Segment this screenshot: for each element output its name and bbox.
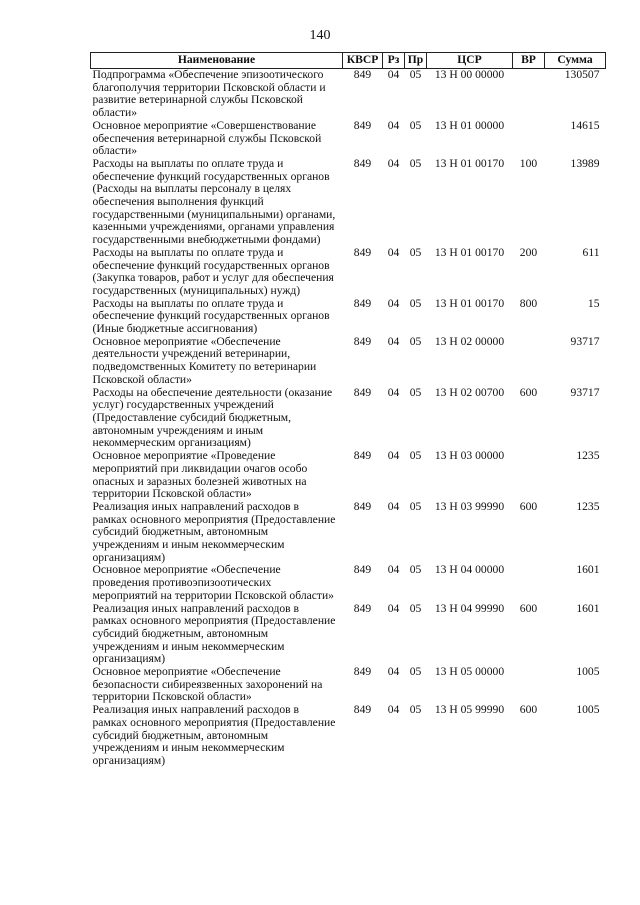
cell-csr: 13 Н 02 00700	[434, 385, 505, 399]
cell-kvsr: 849	[353, 296, 372, 310]
cell-sum: 14615	[570, 118, 600, 132]
cell-csr: 13 Н 03 99990	[434, 499, 505, 513]
cell-name: Основное мероприятие «Обеспечение проведения противоэпизоотических мероприятий на территории Псковской области»	[92, 563, 334, 602]
header-pr: Пр	[405, 53, 427, 69]
cell-rz: 04	[387, 563, 400, 577]
cell-pr: 05	[409, 245, 422, 259]
cell-name: Расходы на выплаты по оплате труда и обеспечение функций государственных органов (Иные бюджетные ассигнования)	[92, 296, 330, 336]
cell-name: Расходы на обеспечение деятельности (оказание услуг) государственных учреждений (Предоставление субсидий бюджетным, автономным учреждениям и иным некоммерческим организациям)	[92, 385, 333, 450]
cell-csr: 13 Н 04 99990	[434, 601, 505, 615]
cell-kvsr: 849	[353, 601, 372, 615]
page-number: 140	[309, 28, 331, 43]
cell-name: Основное мероприятие «Проведение мероприятий при ликвидации очагов особо опасных и заразных болезней животных на территории Псковской области»	[92, 449, 308, 501]
header-vr: ВР	[513, 53, 545, 69]
budget-table	[90, 52, 606, 768]
cell-rz: 04	[387, 296, 400, 310]
cell-rz: 04	[387, 499, 400, 513]
table-row	[91, 298, 606, 336]
cell-kvsr: 849	[353, 665, 372, 679]
cell-vr: 600	[519, 385, 538, 399]
cell-pr: 05	[409, 449, 422, 463]
cell-sum: 1005	[576, 703, 600, 717]
cell-kvsr: 849	[353, 68, 372, 81]
cell-rz: 04	[387, 665, 400, 679]
table-row	[91, 336, 606, 387]
cell-kvsr: 849	[353, 703, 372, 717]
cell-name: Расходы на выплаты по оплате труда и обеспечение функций государственных органов (Закупка товаров, работ и услуг для обеспечения государственных (муниципальных) нужд)	[92, 245, 334, 297]
cell-csr: 13 Н 01 00170	[434, 156, 505, 170]
cell-rz: 04	[387, 68, 400, 81]
table-header	[91, 53, 606, 69]
cell-sum: 93717	[570, 334, 600, 348]
table-row	[91, 564, 606, 602]
cell-pr: 05	[409, 385, 422, 399]
cell-pr: 05	[409, 296, 422, 310]
cell-vr	[513, 69, 545, 120]
cell-vr	[513, 666, 545, 704]
cell-kvsr: 849	[353, 563, 372, 577]
cell-rz: 04	[387, 601, 400, 615]
cell-csr: 13 Н 01 00000	[434, 118, 505, 132]
cell-rz: 04	[387, 156, 400, 170]
cell-pr: 05	[409, 563, 422, 577]
cell-csr: 13 Н 01 00170	[434, 296, 505, 310]
header-rz: Рз	[383, 53, 405, 69]
cell-name: Расходы на выплаты по оплате труда и обеспечение функций государственных органов (Расходы на выплаты персоналу в целях обеспечения выполнения функций государственными (муниципальными) органами, казенными учреждениями, органами управления государственными внебюджетными фондами)	[92, 156, 336, 247]
table-body	[91, 69, 606, 768]
cell-name: Реализация иных направлений расходов в рамках основного мероприятия (Предоставление субсидий бюджетным, автономным учреждениям и иным некоммерческим организациям)	[92, 703, 336, 767]
cell-csr: 13 Н 04 00000	[434, 563, 505, 577]
cell-sum: 93717	[570, 385, 600, 399]
cell-sum: 1601	[576, 563, 600, 577]
cell-csr: 13 Н 00 00000	[434, 68, 505, 81]
cell-name: Реализация иных направлений расходов в рамках основного мероприятия (Предоставление субсидий бюджетным, автономным учреждениям и иным некоммерческим организациям)	[92, 499, 336, 564]
cell-csr: 13 Н 05 00000	[434, 665, 505, 679]
cell-rz: 04	[387, 703, 400, 717]
cell-pr: 05	[409, 156, 422, 170]
cell-vr: 800	[519, 296, 538, 310]
cell-csr: 13 Н 03 00000	[434, 449, 505, 463]
cell-kvsr: 849	[353, 499, 372, 513]
table-row	[91, 69, 606, 120]
cell-pr: 05	[409, 334, 422, 348]
cell-kvsr: 849	[353, 334, 372, 348]
cell-sum: 130507	[564, 68, 600, 81]
cell-vr	[513, 120, 545, 158]
cell-pr: 05	[409, 601, 422, 615]
cell-csr: 13 Н 05 99990	[434, 703, 505, 717]
cell-sum: 15	[587, 296, 600, 310]
cell-rz: 04	[387, 334, 400, 348]
cell-pr: 05	[409, 665, 422, 679]
cell-sum: 1235	[576, 449, 600, 463]
cell-kvsr: 849	[353, 245, 372, 259]
cell-vr: 600	[519, 601, 538, 615]
table-row	[91, 704, 606, 768]
table-row	[91, 603, 606, 667]
table-row	[91, 120, 606, 158]
cell-kvsr: 849	[353, 449, 372, 463]
table-row	[91, 450, 606, 501]
cell-rz: 04	[387, 449, 400, 463]
cell-name: Подпрограмма «Обеспечение эпизоотического благополучия территории Псковской области и развитие ветеринарной службы Псковской области»	[92, 68, 326, 120]
cell-name: Основное мероприятие «Совершенствование обеспечения ветеринарной службы Псковской области»	[92, 118, 322, 158]
table-row	[91, 387, 606, 451]
cell-vr: 200	[519, 245, 538, 259]
cell-rz: 04	[387, 245, 400, 259]
cell-kvsr: 849	[353, 118, 372, 132]
table-row	[91, 158, 606, 247]
cell-name: Основное мероприятие «Обеспечение деятельности учреждений ветеринарии, подведомственных Комитету по ветеринарии Псковской области»	[92, 334, 317, 386]
cell-csr: 13 Н 02 00000	[434, 334, 505, 348]
table-row	[91, 501, 606, 565]
cell-sum: 1235	[576, 499, 600, 513]
cell-vr	[513, 564, 545, 602]
cell-name: Основное мероприятие «Обеспечение безопасности сибиреязвенных захоронений на территории Псковской области»	[92, 665, 323, 704]
cell-pr: 05	[409, 118, 422, 132]
cell-kvsr: 849	[353, 385, 372, 399]
cell-vr: 600	[519, 703, 538, 717]
header-csr: ЦСР	[427, 53, 513, 69]
cell-sum: 611	[582, 245, 600, 259]
cell-pr: 05	[409, 68, 422, 81]
cell-sum: 13989	[570, 156, 600, 170]
cell-vr	[513, 336, 545, 387]
header-kvsr: КВСР	[343, 53, 383, 69]
cell-vr	[513, 450, 545, 501]
cell-sum: 1601	[576, 601, 600, 615]
table-row	[91, 666, 606, 704]
cell-pr: 05	[409, 703, 422, 717]
cell-csr: 13 Н 01 00170	[434, 245, 505, 259]
cell-sum: 1005	[576, 665, 600, 679]
table-row	[91, 247, 606, 298]
cell-vr: 100	[519, 156, 538, 170]
cell-rz: 04	[387, 118, 400, 132]
cell-pr: 05	[409, 499, 422, 513]
cell-name: Реализация иных направлений расходов в рамках основного мероприятия (Предоставление субсидий бюджетным, автономным учреждениям и иным некоммерческим организациям)	[92, 601, 336, 666]
header-name: Наименование	[91, 53, 343, 69]
cell-kvsr: 849	[353, 156, 372, 170]
cell-vr: 600	[519, 499, 538, 513]
cell-rz: 04	[387, 385, 400, 399]
header-sum: Сумма	[545, 53, 606, 69]
